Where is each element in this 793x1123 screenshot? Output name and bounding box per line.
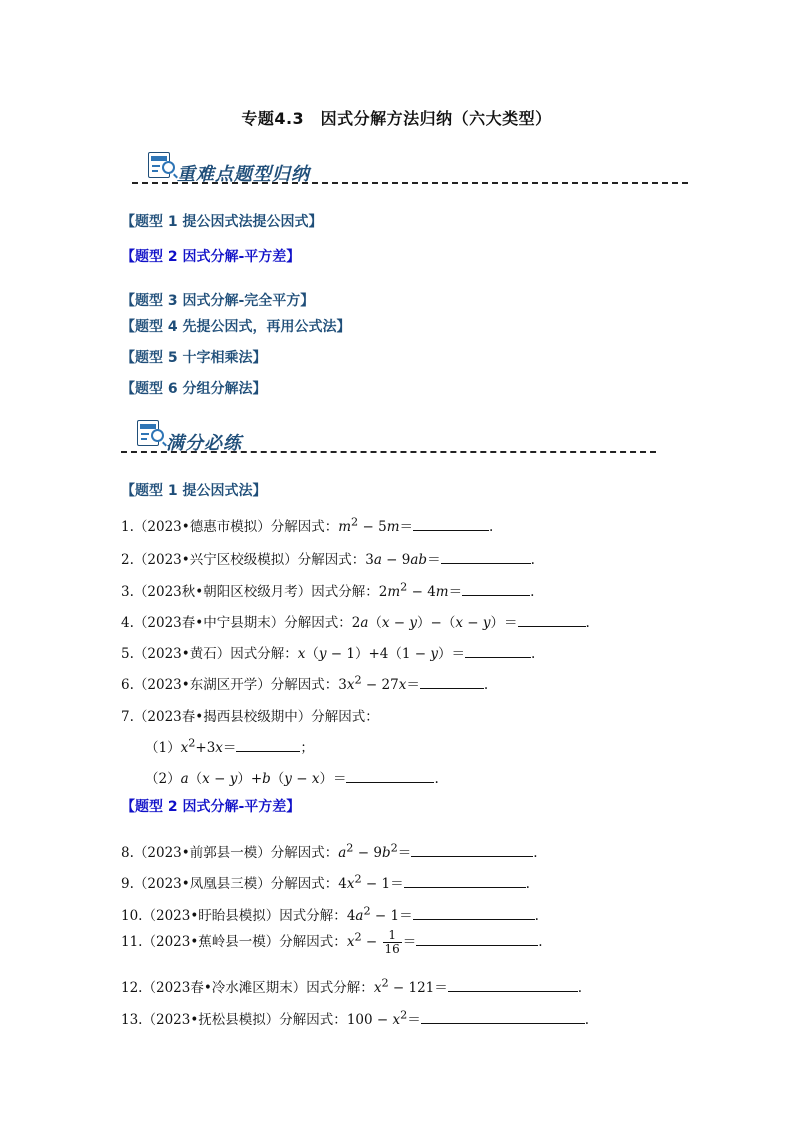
section-title-practice: 满分必练	[166, 433, 242, 454]
type-link-6[interactable]: 【题型 6 分组分解法】	[121, 381, 267, 397]
document-search-icon	[137, 420, 159, 446]
type-link-5[interactable]: 【题型 5 十字相乘法】	[121, 350, 267, 366]
practice-heading-1: 【题型 1 提公因式法】	[121, 483, 267, 499]
question-6: 6.（2023•东湖区开学）分解因式：$3x^2 - 27x=$ .	[121, 673, 489, 693]
section-divider	[132, 182, 688, 184]
question-7: 7.（2023春•揭西县校级期中）分解因式：	[121, 709, 379, 725]
fraction: $\frac{1}{16}$	[384, 928, 400, 956]
type-link-1[interactable]: 【题型 1 提公因式法提公因式】	[121, 214, 323, 230]
type-link-3[interactable]: 【题型 3 因式分解-完全平方】	[121, 293, 315, 309]
question-3: 3.（2023秋•朝阳区校级月考）因式分解：$2m^2 - 4m=$ .	[121, 580, 535, 600]
type-link-2[interactable]: 【题型 2 因式分解-平方差】	[121, 249, 301, 265]
question-8: 8.（2023•前郭县一模）分解因式：$a^2 - 9b^2=$ .	[121, 841, 538, 861]
question-2: 2.（2023•兴宁区校级模拟）分解因式：3a − 9ab＝ .	[121, 552, 535, 568]
question-9: 9.（2023•凤凰县三模）分解因式：$4x^2 - 1=$ .	[121, 872, 530, 892]
question-7-part-2: （2）a（x − y）+b（y − x）＝ .	[145, 771, 439, 787]
question-11: 11.（2023•蕉岭县一模）分解因式：$x^2$ − $\frac{1}{16}$ ＝ .	[121, 928, 543, 956]
page-title: 专题4.3 因式分解方法归纳（六大类型）	[241, 109, 552, 128]
question-10: 10.（2023•盱眙县模拟）因式分解：$4a^2 - 1=$ .	[121, 904, 539, 924]
question-13: 13.（2023•抚松县模拟）分解因式：$100 - x^2=$ .	[121, 1008, 590, 1028]
question-7-part-1: $(1)x^2+3x=$ ；	[145, 736, 314, 756]
section-title-key-types: 重难点题型归纳	[177, 164, 310, 185]
question-4: 4.（2023春•中宁县期末）分解因式：2a（x − y）−（x − y）＝ .	[121, 615, 590, 631]
question-1: 1.（2023•德惠市模拟）分解因式：$m^2 - 5m=$ .	[121, 515, 494, 535]
question-12: 12.（2023春•冷水滩区期末）因式分解：$x^2 - 121=$ .	[121, 976, 583, 996]
question-5: 5.（2023•黄石）因式分解：x（y − 1）+4（1 − y）＝ .	[121, 646, 536, 662]
section-divider	[121, 451, 656, 453]
practice-heading-2: 【题型 2 因式分解-平方差】	[121, 799, 301, 815]
type-link-4[interactable]: 【题型 4 先提公因式，再用公式法】	[121, 319, 351, 335]
document-search-icon	[148, 152, 170, 178]
